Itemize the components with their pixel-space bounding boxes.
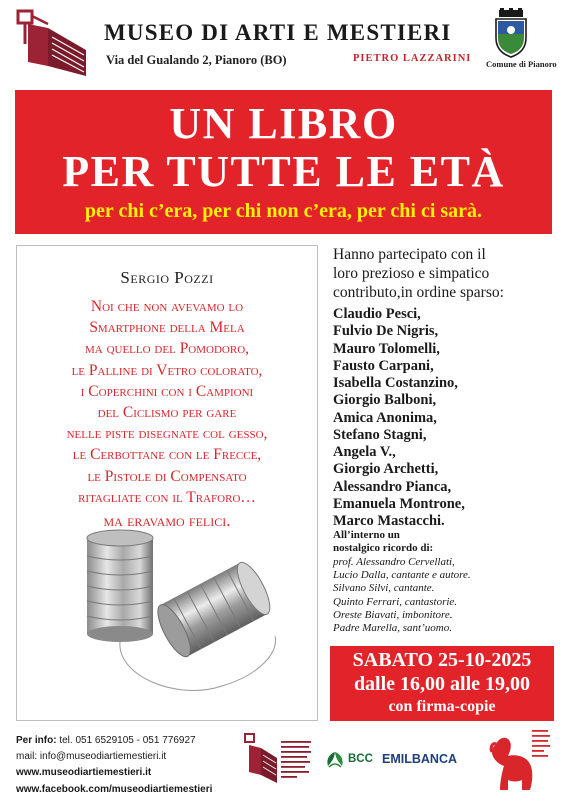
participants-intro-line: contributo,in ordine sparso: [333,284,504,301]
dog-accessibility-logo [482,726,554,794]
event-datebox [330,646,554,721]
participant-list [333,306,465,530]
participant-name: Angela V., [333,444,396,460]
footer-info [16,733,212,798]
banner-title-line-1: UN LIBRO [169,99,398,148]
bcc-label: BCC [348,753,373,765]
participant-name: Giorgio Balboni, [333,392,437,409]
website-link[interactable]: www.museodiartiemestieri.it [16,767,152,779]
participant-name: Alessandro Pianca, [333,478,452,495]
comune-label: Comune di Pianoro [486,59,557,69]
memory-item: Silvano Silvi, cantante. [333,582,435,595]
poem-line: le Pistole di Compensato [87,467,247,485]
poem-line: Noi che non avevamo lo [90,298,244,315]
book-cover [16,245,318,721]
participant-name: Isabella Costanzino, [333,375,458,391]
memory-item: Oreste Biavati, imbonitore. [333,608,453,621]
banner-title-line-2: PER TUTTE LE ETÀ [62,147,505,196]
participant-name: Fausto Carpani, [333,357,434,374]
emilbanca-label: EMILBANCA [382,752,457,766]
info-label: Per info: [16,735,57,746]
book-author: Sergio Pozzi [120,268,214,287]
memory-item: Quinto Ferrari, cantastorie. [333,595,458,608]
museum-title: MUSEO DI ARTI E MESTIERI [104,20,452,45]
participants-intro-line: loro prezioso e simpatico [333,265,490,282]
event-time: dalle 16,00 alle 19,00 [353,673,531,695]
title-banner [15,90,552,234]
participant-name: Marco Mastacchi. [333,513,445,529]
phone-numbers: tel. 051 6529105 - 051 776927 [59,735,196,746]
museum-address: Via del Gualando 2, Pianoro (BO) [106,53,287,67]
memory-intro [333,529,433,555]
participant-name: Mauro Tolomelli, [333,340,440,357]
bcc-logo-icon [325,751,345,769]
poem-line: Smartphone della Mela [89,319,245,337]
poem-final-line: ma eravamo felici. [103,511,231,531]
memory-item: prof. Alessandro Cervellati, [333,556,455,568]
memory-item: Lucio Dalla, cantante e autore. [333,569,471,582]
footer-email-row [16,749,212,765]
participant-name: Amica Anonima, [333,409,437,426]
participant-name: Emanuela Montrone, [333,495,465,512]
poem-line: le Cerbottane con le Frecce, [72,446,262,464]
tin-can-telephone-image [47,526,297,711]
participants-intro-line: Hanno partecipato con il [333,246,486,263]
poem-line: del Ciclismo per gare [97,404,237,422]
association-logo [243,731,315,791]
museum-founder: PIETRO LAZZARINI [353,53,472,64]
memory-list [333,556,471,635]
memory-item: Padre Marella, sant’uomo. [333,622,452,635]
facebook-link[interactable]: www.facebook.com/museodiartiemestieri [16,783,213,795]
event-date: SABATO 25-10-2025 [352,649,532,671]
memory-intro-line: All’interno un [333,529,400,541]
museum-logo [8,6,92,80]
poem-line: nelle piste disegnate col gesso, [66,425,268,443]
banner-subtitle: per chi c’era, per chi non c’era, per chi ci sarà. [84,200,483,222]
footer-phone-row [16,733,212,749]
participant-name: Fulvio De Nigris, [333,323,439,340]
email-link[interactable]: info@museodiartiemestieri.it [39,751,167,763]
memory-intro-line: nostalgico ricordo di: [333,542,434,554]
comune-crest-icon [492,8,530,58]
poem-line: ritagliate con il Traforo… [78,488,256,506]
event-signing: con firma-copie [388,698,496,715]
participants-intro [333,245,558,302]
poem-line: le Palline di Vetro colorato, [71,361,263,379]
poem-line: i Coperchini con i Campioni [80,382,254,400]
email-label: mail: [16,751,38,763]
participant-name: Stefano Stagni, [333,426,427,443]
poem [17,296,317,531]
participant-name: Claudio Pesci, [333,306,421,322]
participant-name: Giorgio Archetti, [333,461,439,478]
poem-line: ma quello del Pomodoro, [84,340,250,358]
